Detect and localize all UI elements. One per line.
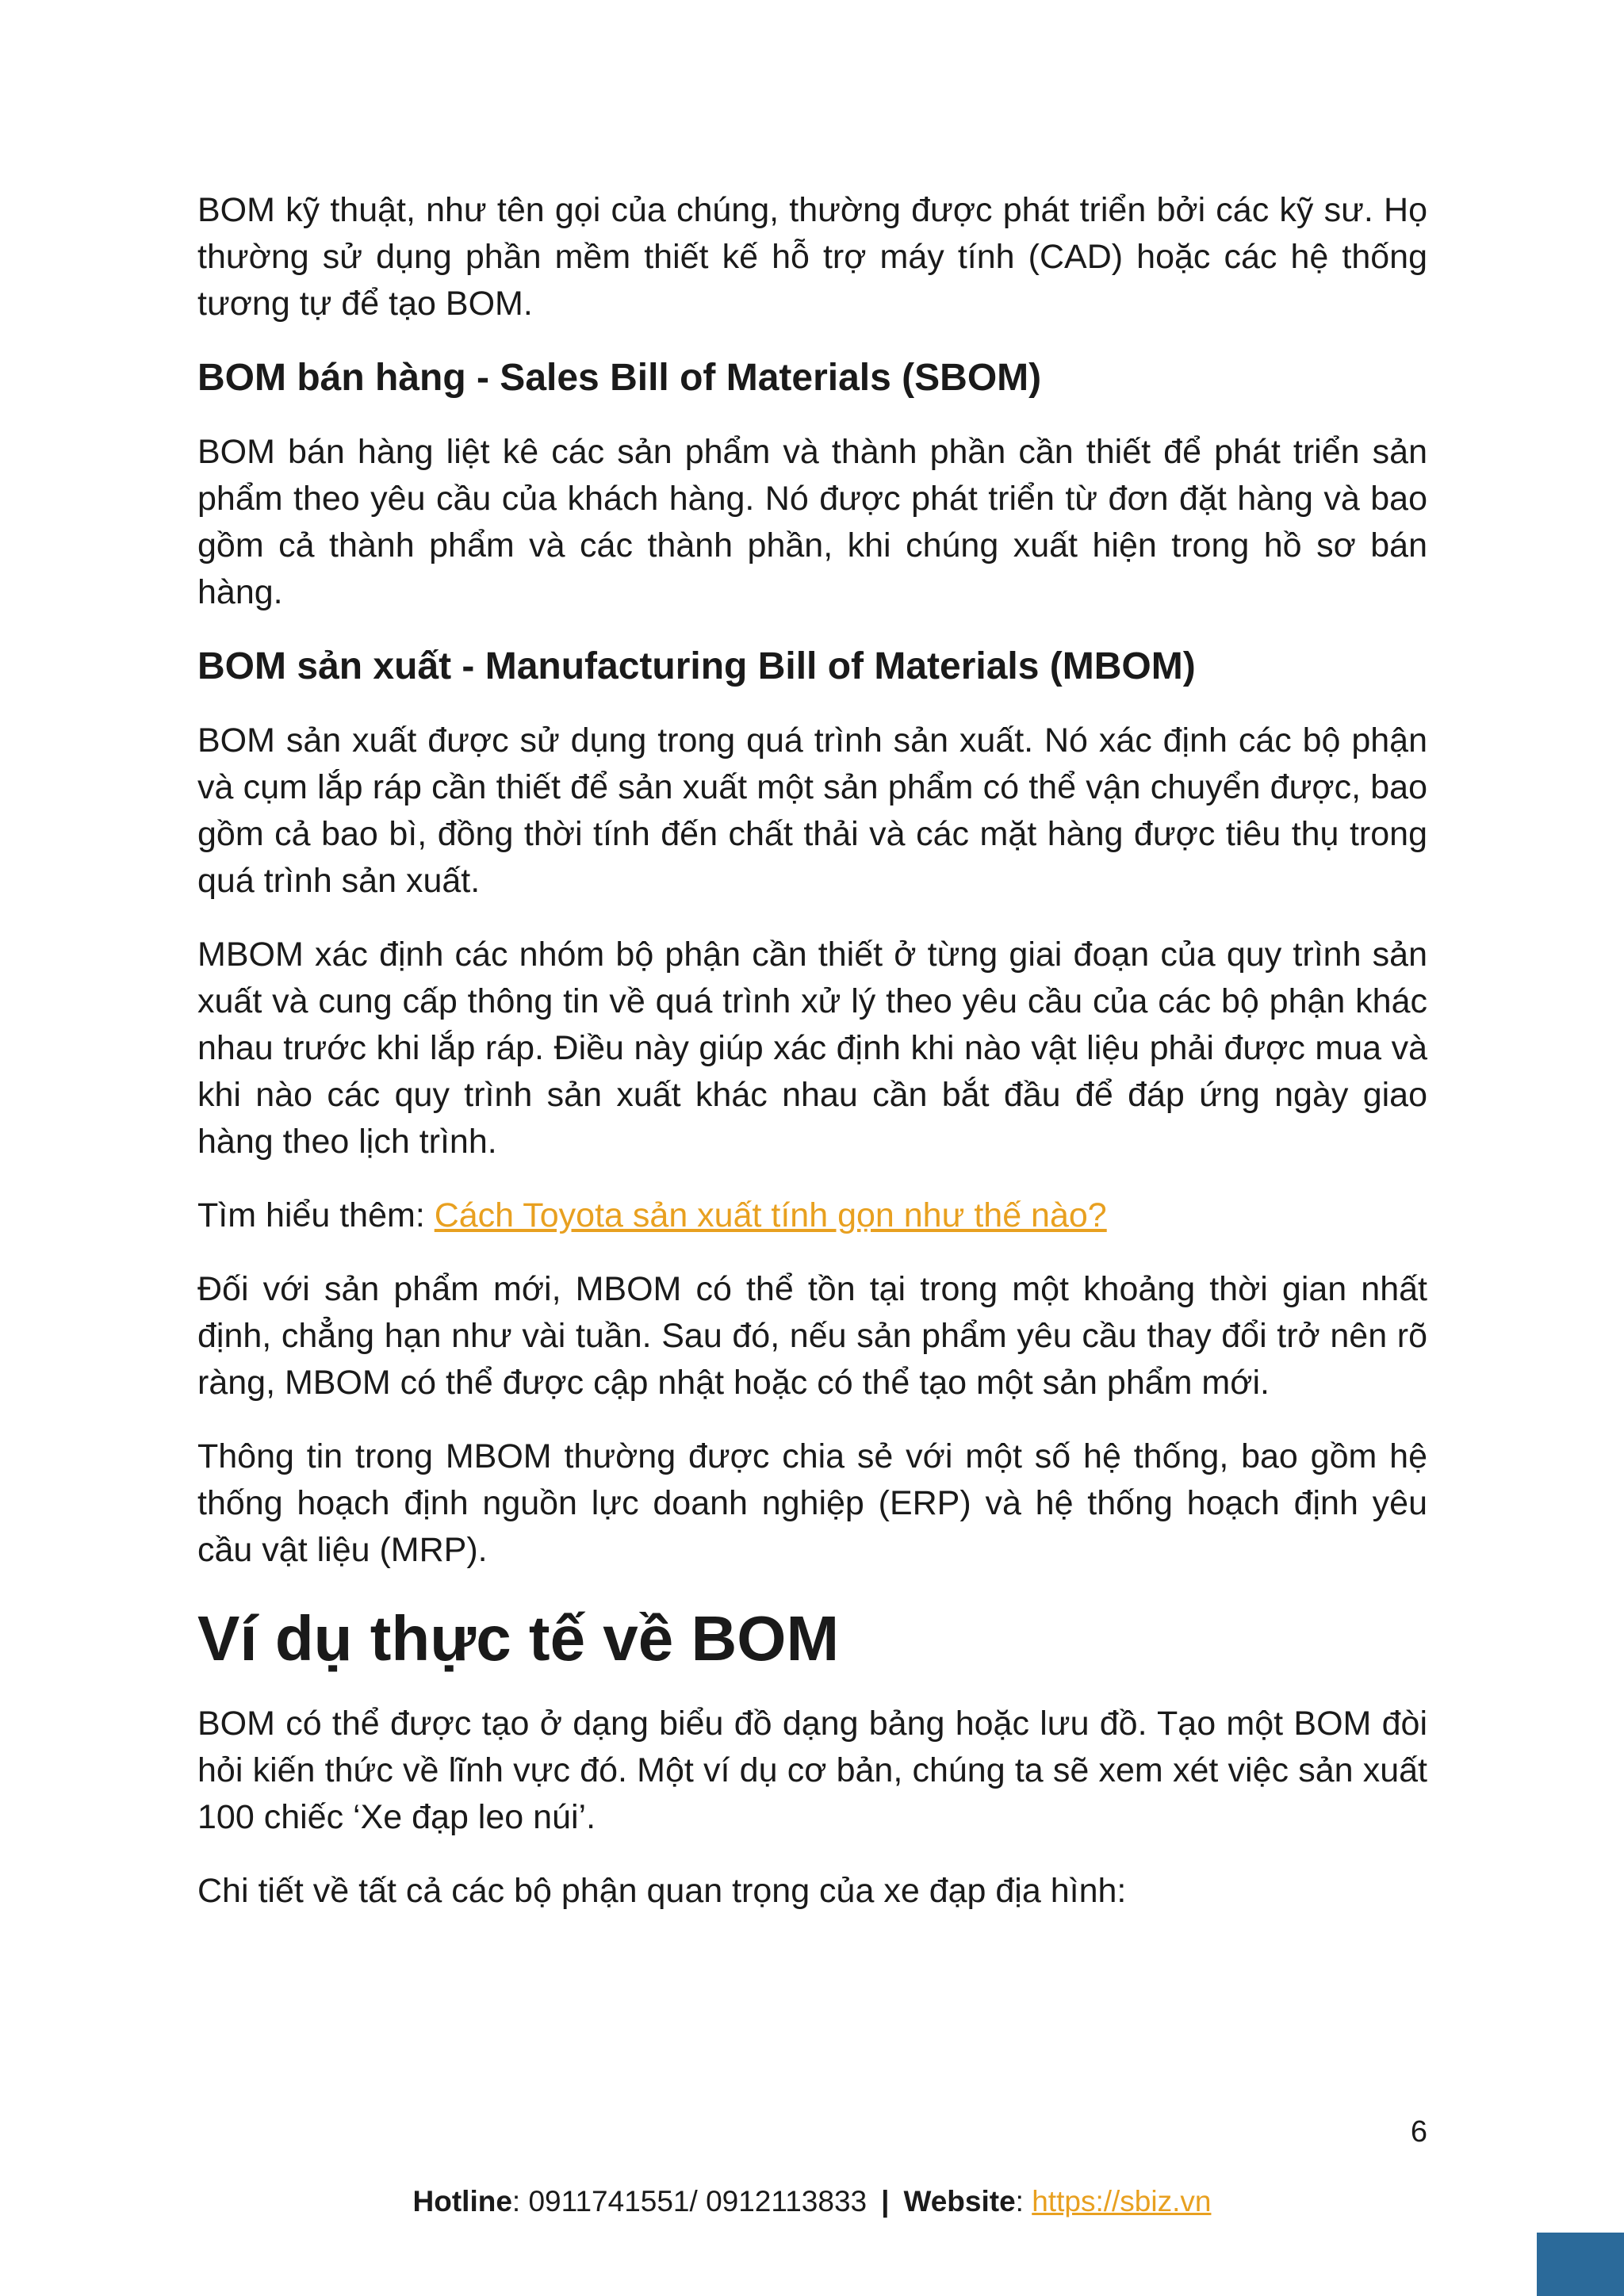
- paragraph-mbom-sharing: Thông tin trong MBOM thường được chia sẻ với một số hệ thống, bao gồm hệ thống hoạch định nguồn lực doanh nghiệp (ERP) và hệ thống hoạch định yêu cầu vật liệu (MRP).: [197, 1437, 1427, 1569]
- learn-more-prefix: Tìm hiểu thêm:: [197, 1196, 435, 1234]
- website-label: Website: [903, 2185, 1016, 2218]
- learn-more-line: [197, 1192, 1427, 1239]
- heading-sales-bom: BOM bán hàng - Sales Bill of Materials (SBOM): [197, 357, 1042, 399]
- website-colon: :: [1015, 2185, 1032, 2218]
- paragraph-new-product-mbom: Đối với sản phẩm mới, MBOM có thể tồn tại trong một khoảng thời gian nhất định, chẳng hạn như vài tuần. Sau đó, nếu sản phẩm yêu cầu thay đổi trở nên rõ ràng, MBOM có thể được cập nhật hoặc có thể tạo một sản phẩm mới.: [197, 1270, 1427, 1402]
- paragraph-sales-bom: BOM bán hàng liệt kê các sản phẩm và thành phần cần thiết để phát triển sản phẩm theo yêu cầu của khách hàng. Nó được phát triển từ đơn đặt hàng và bao gồm cả thành phẩm và các thành phần, khi chúng xuất hiện trong hồ sơ bán hàng.: [197, 433, 1427, 611]
- hotline-value: : 0911741551/ 0912113833: [511, 2185, 868, 2218]
- website-link[interactable]: https://sbiz.vn: [1032, 2185, 1212, 2218]
- heading-bom-example: Ví dụ thực tế về BOM: [197, 1603, 840, 1674]
- heading-manufacturing-bom: BOM sản xuất - Manufacturing Bill of Materials (MBOM): [197, 645, 1196, 687]
- paragraph-bom-example-intro: BOM có thể được tạo ở dạng biểu đồ dạng bảng hoặc lưu đồ. Tạo một BOM đòi hỏi kiến thức về lĩnh vực đó. Một ví dụ cơ bản, chúng ta sẽ xem xét việc sản xuất 100 chiếc ‘Xe đạp leo núi’.: [197, 1705, 1427, 1836]
- paragraph-bike-parts-intro: Chi tiết về tất cả các bộ phận quan trọng của xe đạp địa hình:: [197, 1872, 1127, 1910]
- paragraph-engineering-bom: BOM kỹ thuật, như tên gọi của chúng, thường được phát triển bởi các kỹ sư. Họ thường sử dụng phần mềm thiết kế hỗ trợ máy tính (CAD) hoặc các hệ thống tương tự để tạo BOM.: [197, 191, 1427, 323]
- page-number: 6: [1410, 2115, 1427, 2149]
- document-body: [197, 187, 1427, 1942]
- toyota-lean-link[interactable]: Cách Toyota sản xuất tính gọn như thế nào?: [434, 1196, 1107, 1234]
- hotline-label: Hotline: [412, 2185, 512, 2218]
- footer-separator: |: [881, 2185, 890, 2218]
- paragraph-mbom-groups: MBOM xác định các nhóm bộ phận cần thiết ở từng giai đoạn của quy trình sản xuất và cung cấp thông tin về quá trình xử lý theo yêu cầu của các bộ phận khác nhau trước khi lắp ráp. Điều này giúp xác định khi nào vật liệu phải được mua và khi nào các quy trình sản xuất khác nhau cần bắt đầu để đáp ứng ngày giao hàng theo lịch trình.: [197, 936, 1427, 1161]
- corner-decoration: [1537, 2233, 1624, 2296]
- paragraph-manufacturing-bom: BOM sản xuất được sử dụng trong quá trình sản xuất. Nó xác định các bộ phận và cụm lắp ráp cần thiết để sản xuất một sản phẩm có thể vận chuyển được, bao gồm cả bao bì, đồng thời tính đến chất thải và các mặt hàng được tiêu thụ trong quá trình sản xuất.: [197, 721, 1427, 900]
- footer: [0, 2185, 1624, 2218]
